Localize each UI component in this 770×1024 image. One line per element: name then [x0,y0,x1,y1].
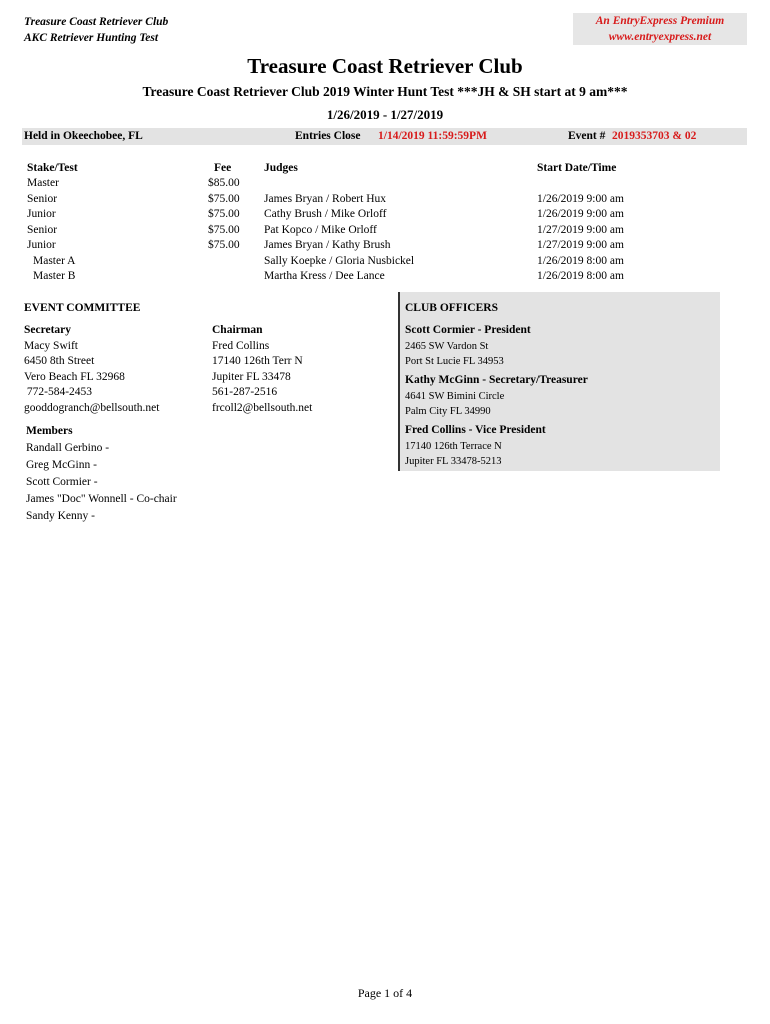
officer-entry [405,423,546,469]
page-number: Page 1 of 4 [357,986,413,1000]
chairman-address: 17140 126th Terr N [212,355,303,367]
judges-cell: James Bryan / Kathy Brush [264,239,391,251]
judges-cell: Cathy Brush / Mike Orloff [264,208,387,220]
chairman-phone: 561-287-2516 [212,386,278,398]
premium-url[interactable]: www.entryexpress.net [608,31,712,43]
officer-address: 2465 SW Vardon St [405,340,489,352]
officer-title: Fred Collins - Vice President [405,424,546,436]
stake-header: Stake/Test [27,162,78,174]
chairman-email[interactable]: frcoll2@bellsouth.net [212,401,313,414]
judges-header: Judges [264,162,298,174]
entries-close-value: 1/14/2019 11:59:59PM [378,130,487,142]
judges-cell: Sally Koepke / Gloria Nusbickel [264,254,415,267]
entryexpress-banner[interactable] [573,13,747,45]
secretary-phone: 772-584-2453 [24,386,93,398]
event-number-value: 2019353703 & 02 [612,130,697,142]
held-location: Held in Okeechobee, FL [24,130,143,142]
stake-cell: Junior [27,208,56,220]
start-cell: 1/27/2019 9:00 am [537,239,624,251]
member-item: James "Doc" Wonnell - Co-chair [26,493,177,505]
fee-cell: $85.00 [208,177,240,189]
premium-label: An EntryExpress Premium [595,15,725,27]
stake-cell: Junior [27,239,56,251]
secretary-email[interactable]: gooddogranch@bellsouth.net [24,401,160,414]
stake-cell: Master B [33,270,76,282]
secretary-address: 6450 8th Street [24,355,95,367]
chairman-name: Fred Collins [212,339,270,352]
event-number-label: Event # [568,130,606,142]
member-item: Sandy Kenny - [26,510,95,522]
fee-cell: $75.00 [208,239,240,251]
event-info-bar [22,128,747,145]
start-cell: 1/26/2019 8:00 am [537,254,624,267]
stake-cell: Senior [27,223,58,236]
chairman-city: Jupiter FL 33478 [212,370,291,383]
secretary-block [24,323,159,416]
event-dates: 1/26/2019 - 1/27/2019 [326,107,444,122]
fee-header: Fee [214,162,232,174]
member-item: Greg McGinn - [26,459,97,471]
entries-close-label: Entries Close [295,130,361,142]
officer-title: Scott Cormier - President [405,324,531,336]
fee-cell: $75.00 [208,223,240,236]
officer-title: Kathy McGinn - Secretary/Treasurer [405,374,588,386]
officer-entry [405,323,531,369]
event-subtitle: Treasure Coast Retriever Club 2019 Winter Hunt Test ***JH & SH start at 9 am*** [142,84,628,99]
document-header [24,14,168,46]
officer-address: 4641 SW Bimini Circle [405,390,505,402]
stake-cell: Master A [33,254,76,267]
start-cell: 1/27/2019 9:00 am [537,223,624,236]
officer-entry [405,373,588,419]
chairman-block [212,323,312,416]
officer-address: 17140 126th Terrace N [405,440,502,452]
start-cell: 1/26/2019 9:00 am [537,208,624,220]
fee-cell: $75.00 [208,192,240,205]
chairman-title: Chairman [212,324,263,336]
start-cell: 1/26/2019 9:00 am [537,192,624,205]
fee-cell: $75.00 [208,208,240,220]
judges-cell: Pat Kopco / Mike Orloff [264,223,377,236]
header-test: AKC Retriever Hunting Test [24,32,159,44]
members-block [26,423,177,525]
start-cell: 1/26/2019 8:00 am [537,270,624,282]
club-officers-heading: CLUB OFFICERS [405,302,498,314]
officer-city: Jupiter FL 33478-5213 [405,455,502,467]
officer-city: Port St Lucie FL 34953 [405,355,504,367]
page-title: Treasure Coast Retriever Club [247,54,523,78]
member-item: Scott Cormier - [26,476,98,488]
stake-cell: Senior [27,192,58,205]
judges-cell: James Bryan / Robert Hux [264,192,387,205]
start-header: Start Date/Time [537,162,617,174]
officer-city: Palm City FL 34990 [405,405,491,417]
secretary-city: Vero Beach FL 32968 [24,370,125,383]
event-committee-heading: EVENT COMMITTEE [24,302,141,314]
judges-cell: Martha Kress / Dee Lance [264,270,385,282]
header-club: Treasure Coast Retriever Club [24,16,169,28]
member-item: Randall Gerbino - [26,442,110,454]
secretary-name: Macy Swift [24,339,78,352]
club-officers-panel [398,292,720,471]
stake-cell: Master [27,177,59,189]
members-title: Members [26,425,73,437]
secretary-title: Secretary [24,324,72,336]
